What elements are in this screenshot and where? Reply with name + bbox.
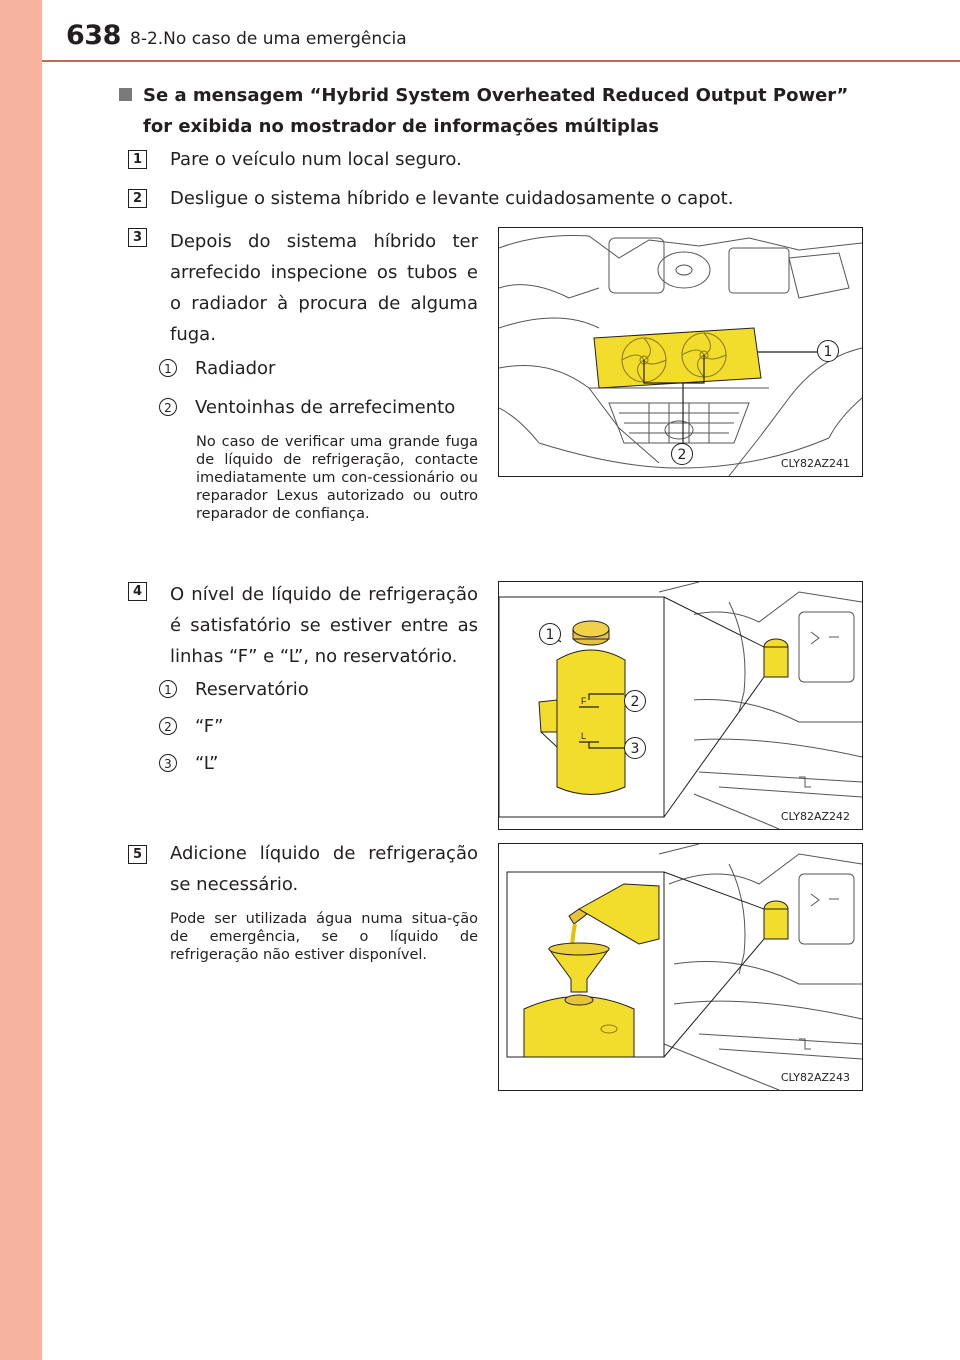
figure-1-callout-2: 2 [671,443,693,465]
item-label: “F” [195,716,224,737]
step-4-text: O nível de líquido de refrigeração é satisfatório se estiver entre as linhas “F” e “L”, no reservatório. [170,584,478,667]
section-square-icon [119,88,132,101]
figure-code: CLY82AZ243 [780,1071,850,1084]
figure-code: CLY82AZ242 [780,810,850,823]
item-label: Ventoinhas de arrefecimento [195,397,456,418]
engine-bay-illustration [499,582,862,829]
figure-1-callout-1: 1 [817,340,839,362]
item-label: Radiador [195,358,276,379]
figure-2-callout-3: 3 [624,737,646,759]
item-number: 1 [159,359,177,377]
step-number-3: 3 [128,228,147,247]
step-1-text: Pare o veículo num local seguro. [170,149,462,170]
item-number: 2 [159,398,177,416]
item-number: 1 [159,680,177,698]
step-2-text: Desligue o sistema híbrido e levante cuidadosamente o capot. [170,188,734,209]
step-3-note: No caso de verificar uma grande fuga de líquido de refrigeração, contacte imediatamente um con-cessionário ou reparador Lexus autorizado ou outro reparador de confiança. [196,434,478,522]
step-number-5: 5 [128,845,147,864]
section-title: Se a mensagem “Hybrid System Overheated Reduced Output Power” for exibida no mostrador de informações múltiplas [143,85,849,137]
figure-reservoir [498,581,863,830]
step-number-2: 2 [128,189,147,208]
item-number: 2 [159,717,177,735]
page-number: 638 [66,20,121,51]
figure-2-callout-1: 1 [539,623,561,645]
tank-mark-l: L [581,731,587,741]
item-label: Reservatório [195,679,309,700]
step-3-text: Depois do sistema híbrido ter arrefecido inspecione os tubos e o radiador à procura de alguma fuga. [170,231,478,345]
item-number: 3 [159,754,177,772]
side-tab-strip [0,0,42,1360]
header-rule [42,60,960,62]
tank-mark-f: F [581,696,587,706]
step-5-note: Pode ser utilizada água numa situa-ção de emergência, se o líquido de refrigeração não estiver disponível. [170,911,478,963]
engine-bay-illustration [499,228,862,476]
step-5-text: Adicione líquido de refrigeração se necessário. [170,843,478,895]
step-number-1: 1 [128,150,147,169]
figure-radiator [498,227,863,477]
figure-adding-coolant [498,843,863,1091]
figure-2-callout-2: 2 [624,690,646,712]
figure-code: CLY82AZ241 [780,457,850,470]
step-number-4: 4 [128,582,147,601]
page-header [42,0,960,62]
chapter-title: 8-2.No caso de uma emergência [130,29,407,49]
item-label: “L” [195,753,219,774]
engine-bay-illustration [499,844,862,1090]
